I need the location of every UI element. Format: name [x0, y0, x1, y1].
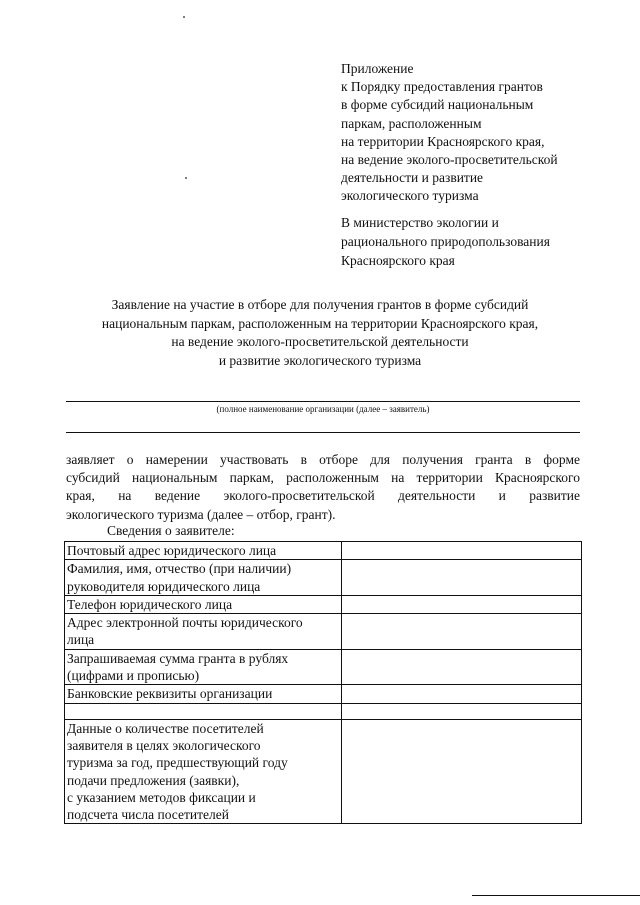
- page-edge-line: [472, 895, 640, 896]
- row-label-line: Телефон юридического лица: [67, 596, 233, 612]
- title-line: национальным паркам, расположенным на территории Красноярского края,: [101, 315, 539, 331]
- row-label-line: туризма за год, предшествующий году: [67, 755, 288, 771]
- scan-speck: [185, 177, 187, 179]
- row-value-bank-details[interactable]: [342, 685, 582, 703]
- appendix-line: на ведение эколого-просветительской: [341, 152, 558, 168]
- appendix-line: Приложение: [341, 61, 414, 76]
- table-row: [65, 614, 582, 650]
- appendix-line: деятельности и развитие: [341, 170, 484, 186]
- appendix-line: на территории Красноярского края,: [341, 133, 545, 149]
- row-label: [65, 649, 342, 685]
- applicant-name-caption: (полное наименование организации (далее – заявитель): [216, 404, 430, 414]
- applicant-name-line[interactable]: [66, 401, 580, 402]
- row-label: [65, 595, 342, 613]
- addressee-line: Красноярского края: [341, 253, 455, 268]
- row-label-line: руководителя юридического лица: [67, 578, 261, 594]
- row-label-line: заявителя в целях экологического: [67, 737, 261, 753]
- statement-line: субсидий национальным паркам, расположенным на территории Красноярского: [66, 470, 580, 486]
- row-label: [65, 542, 342, 560]
- appendix-line: к Порядку предоставления грантов: [341, 79, 543, 95]
- statement-line: экологического туризма (далее – отбор, грант).: [66, 506, 336, 522]
- table-row: [65, 595, 582, 613]
- row-label-line: с указанием методов фиксации и: [67, 789, 256, 805]
- row-value-visitor-data[interactable]: [342, 719, 582, 824]
- title-line: Заявление на участие в отборе для получения грантов в форме субсидий: [111, 297, 529, 312]
- addressee-block: [341, 213, 621, 270]
- row-value-email[interactable]: [342, 614, 582, 650]
- row-label-line: Банковские реквизиты организации: [67, 686, 273, 702]
- title-line: на ведение эколого-просветительской деятельности: [171, 334, 469, 349]
- table-row: [65, 560, 582, 596]
- row-label: [65, 614, 342, 650]
- row-label-line: лица: [67, 632, 95, 648]
- statement-paragraph: [66, 451, 580, 524]
- statement-line: заявляет о намерении участвовать в отборе для получения гранта в форме: [66, 452, 580, 467]
- row-value-director-name[interactable]: [342, 560, 582, 596]
- statement-line: края, на ведение эколого-просветительской деятельности и развитие: [66, 488, 580, 504]
- row-value-empty[interactable]: [342, 703, 582, 719]
- row-label-line: Запрашиваемая сумма гранта в рублях: [67, 650, 289, 666]
- table-row: [65, 542, 582, 560]
- row-label-line: Фамилия, имя, отчество (при наличии): [67, 561, 292, 577]
- document-title: [60, 296, 580, 370]
- title-line: и развитие экологического туризма: [218, 352, 422, 368]
- table-row: [65, 703, 582, 719]
- row-label-empty: [65, 703, 342, 719]
- appendix-line: в форме субсидий национальным: [341, 97, 534, 113]
- table-row: [65, 685, 582, 703]
- row-label-line: подачи предложения (заявки),: [67, 772, 240, 788]
- row-label-line: Адрес электронной почты юридического: [67, 615, 303, 631]
- row-value-phone[interactable]: [342, 595, 582, 613]
- applicant-info-heading: Сведения о заявителе:: [107, 523, 235, 538]
- row-label: [65, 560, 342, 596]
- scan-speck: [183, 16, 185, 18]
- table-row: [65, 649, 582, 685]
- table-row: [65, 719, 582, 824]
- row-value-grant-amount[interactable]: [342, 649, 582, 685]
- row-label-line: Данные о количестве посетителей: [67, 720, 264, 736]
- appendix-line: экологического туризма: [341, 188, 479, 204]
- applicant-info-table: [64, 541, 582, 824]
- row-value-postal-address[interactable]: [342, 542, 582, 560]
- appendix-block: [341, 60, 621, 206]
- appendix-line: паркам, расположенным: [341, 115, 482, 131]
- row-label-line: подсчета числа посетителей: [67, 807, 229, 823]
- addressee-line: рационального природопользования: [341, 234, 550, 249]
- addressee-line: В министерство экологии и: [341, 215, 499, 230]
- row-label-line: Почтовый адрес юридического лица: [67, 543, 277, 558]
- row-label: [65, 685, 342, 703]
- applicant-name-line-2[interactable]: [66, 432, 580, 433]
- row-label: [65, 719, 342, 824]
- row-label-line: (цифрами и прописью): [67, 668, 200, 684]
